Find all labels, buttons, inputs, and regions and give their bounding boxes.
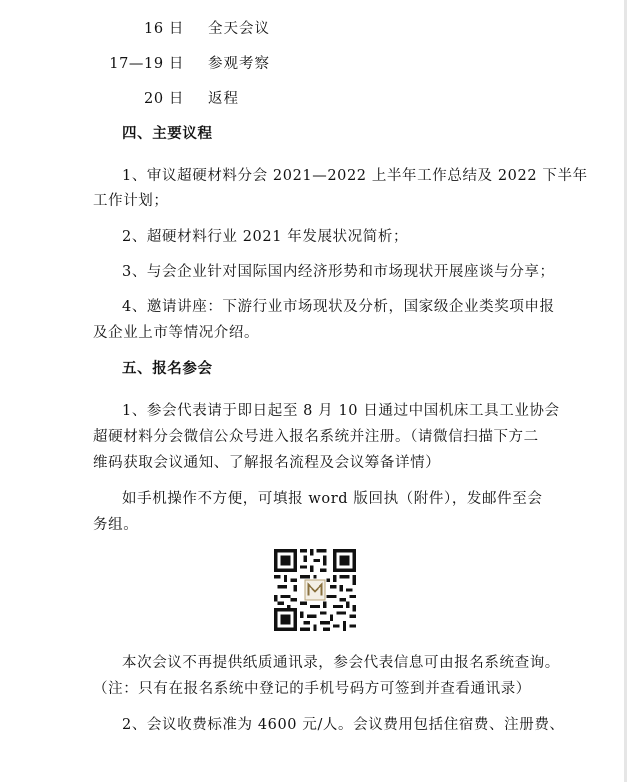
schedule-text: 全天会议 <box>208 21 270 37</box>
registration-para-2: 如手机操作不方便，可填报 word 版回执（附件），发邮件至会 <box>122 491 543 507</box>
registration-para-3-cont: （注：只有在报名系统中登记的手机号码方可签到并查看通讯录） <box>93 681 531 697</box>
registration-para-1: 1、参会代表请于即日起至 8 月 10 日通过中国机床工具工业协会 <box>122 403 560 419</box>
agenda-item-4: 4、邀请讲座：下游行业市场现状及分析，国家级企业类奖项申报 <box>122 299 555 315</box>
schedule-day: 17—19 日 <box>109 56 184 72</box>
registration-para-1-cont: 维码获取会议通知、了解报名流程及会议筹备详情） <box>93 455 441 471</box>
section-heading-agenda: 四、主要议程 <box>122 125 213 142</box>
schedule-day: 20 日 <box>144 91 184 107</box>
agenda-item-4-cont: 及企业上市等情况介绍。 <box>93 325 260 341</box>
registration-para-2-cont: 务组。 <box>93 517 139 533</box>
schedule-day: 16 日 <box>144 21 184 37</box>
schedule-text: 返程 <box>208 91 239 107</box>
registration-para-4: 2、会议收费标准为 4600 元/人。会议费用包括住宿费、注册费、 <box>122 717 565 733</box>
agenda-item-1: 1、审议超硬材料分会 2021—2022 上半年工作总结及 2022 下半年 <box>122 168 588 184</box>
registration-para-1-cont: 超硬材料分会微信公众号进入报名系统并注册。（请微信扫描下方二 <box>93 429 539 445</box>
agenda-item-3: 3、与会企业针对国际国内经济形势和市场现状开展座谈与分享； <box>122 264 555 280</box>
agenda-item-2: 2、超硬材料行业 2021 年发展状况简析； <box>122 229 409 245</box>
agenda-item-1-cont: 工作计划； <box>93 193 169 209</box>
section-heading-registration: 五、报名参会 <box>122 360 213 377</box>
schedule-text: 参观考察 <box>208 56 270 72</box>
wechat-qr-code[interactable] <box>274 549 356 631</box>
registration-para-3: 本次会议不再提供纸质通讯录，参会代表信息可由报名系统查询。 <box>122 655 560 671</box>
